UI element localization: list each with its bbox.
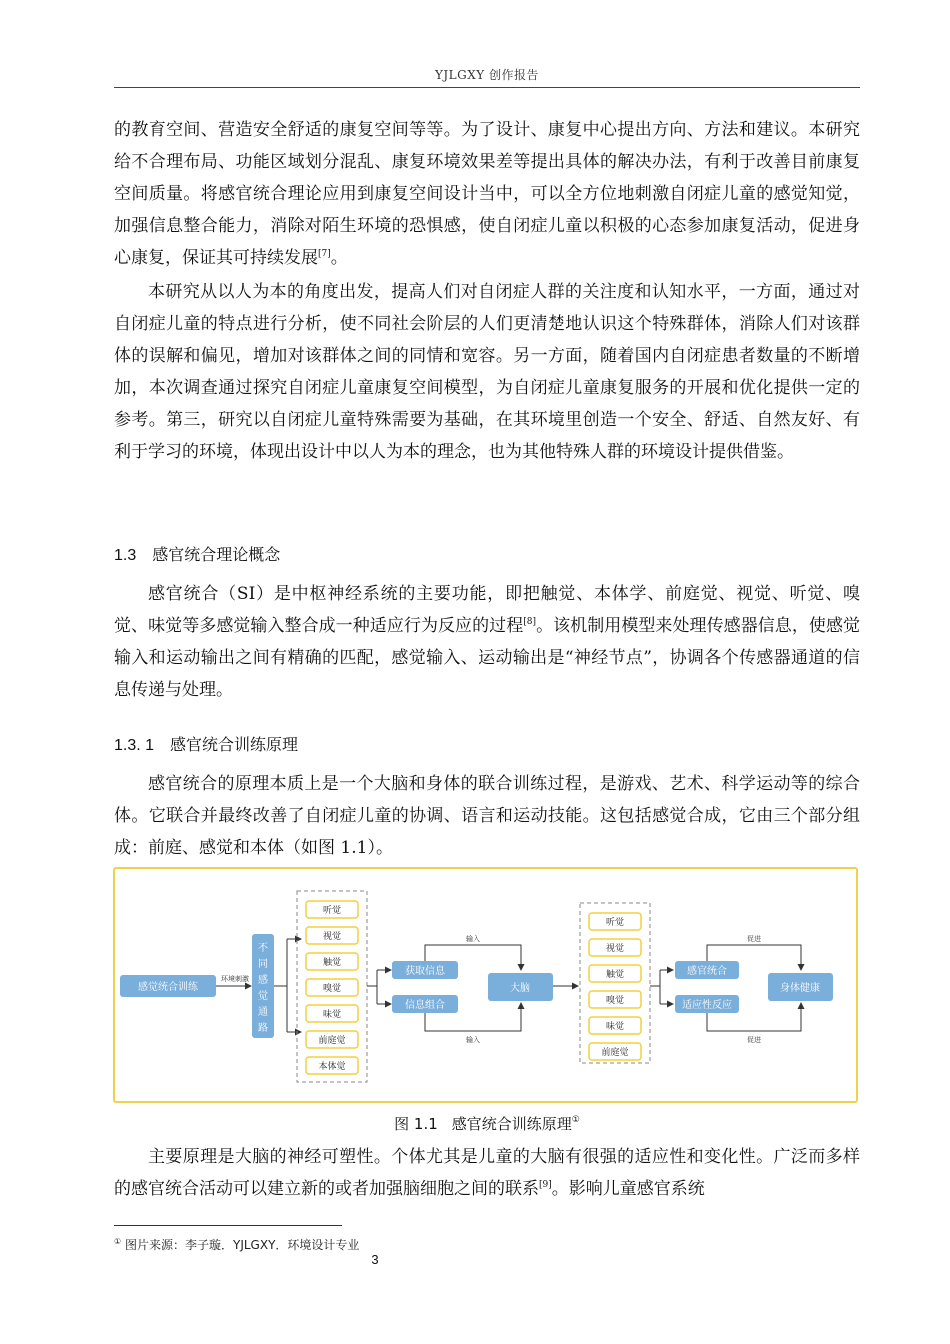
promote-label-bottom: 促进: [747, 1036, 761, 1044]
left-senses-list: [306, 901, 358, 1074]
paragraph-2: 本研究从以人为本的角度出发，提高人们对自闭症人群的关注度和认知水平，一方面，通过对自闭症儿童的特点进行分析，使不同社会阶层的人们更清楚地认识这个特殊群体，消除人们对该群体的误解和偏见，增加对该群体之间的同情和宽容。另一方面，随着国内自闭症患者数量的不断增加，本次调查通过探究自闭症儿童康复空间模型，为自闭症儿童康复服务的开展和优化提供一定的参考。第三，研究以自闭症儿童特殊需要为基础，在其环境里创造一个安全、舒适、自然友好、有利于学习的环境，体现出设计中以人为本的理念，也为其他特殊人群的环境设计提供借鉴。: [114, 282, 860, 462]
right-senses-list: [589, 913, 641, 1060]
section-heading-1-3: [114, 542, 280, 565]
paragraph-3: [114, 578, 860, 706]
section-heading-1-3-1: [114, 732, 298, 755]
sense-label: 听觉: [605, 918, 625, 928]
sense-label: 嗅觉: [322, 984, 342, 994]
footnote-text: 图片来源：李子璇．YJLGXY．环境设计专业: [125, 1238, 360, 1252]
channel-char: 同: [258, 959, 268, 970]
brain-label: 大脑: [510, 983, 530, 994]
channel-char: 感: [258, 975, 268, 986]
figure-1-1: [113, 867, 858, 1103]
integration-label: 感官统合: [687, 966, 727, 977]
running-header: YJLGXY 创作报告: [434, 68, 540, 82]
paragraph-1: [114, 114, 860, 274]
sense-label: 触觉: [605, 970, 625, 980]
caption-footnote-mark: ①: [571, 1115, 580, 1125]
sense-label: 视觉: [322, 932, 342, 942]
input-label-top: 输入: [466, 935, 480, 943]
citation-7: [7]: [318, 249, 331, 259]
input-label-bottom: 输入: [466, 1036, 480, 1044]
health-label: 身体健康: [780, 983, 820, 994]
footnote-rule: [114, 1225, 342, 1226]
caption-text: 感官统合训练原理: [451, 1115, 572, 1133]
channel-char: 路: [258, 1023, 268, 1034]
footnote: [114, 1236, 359, 1253]
figure-caption: [114, 1113, 860, 1134]
subsection-title: 感官统合训练原理: [170, 735, 299, 754]
combine-info-label: 信息组合: [405, 1000, 445, 1011]
paragraph-3-text-a: 感官统合（SI）是中枢神经系统的主要功能，即把触觉、本体学、前庭觉、视觉、听觉、嗅觉、味觉等多感觉输入整合成一种适应行为反应的过程: [114, 584, 860, 636]
stimulus-label: 环境刺激: [221, 975, 249, 983]
sense-label: 本体觉: [318, 1062, 346, 1072]
start-node-label: 感觉统合训练: [138, 982, 198, 993]
paragraph-1-text: 的教育空间、营造安全舒适的康复空间等等。为了设计、康复中心提出方向、方法和建议。本研究给不合理布局、功能区域划分混乱、康复环境效果差等提出具体的解决办法，有利于改善目前康复空间质量。将感官统合理论应用到康复空间设计当中，可以全方位地刺激自闭症儿童的感觉知觉，加强信息整合能力，消除对陌生环境的恐惧感，使自闭症儿童以积极的心态参加康复活动，促进身心康复，保证其可持续发展: [114, 120, 860, 268]
section-title: 感官统合理论概念: [152, 545, 281, 564]
paragraph-1-end: 。: [330, 248, 348, 268]
paragraph-5-text-a: 主要原理是大脑的神经可塑性。个体尤其是儿童的大脑有很强的适应性和变化性。广泛而多样的感官统合活动可以建立新的或者加强脑细胞之间的联系: [114, 1147, 860, 1199]
sense-label: 味觉: [605, 1022, 625, 1032]
paragraph-4: 感官统合的原理本质上是一个大脑和身体的联合训练过程，是游戏、艺术、科学运动等的综合体。它联合并最终改善了自闭症儿童的协调、语言和运动技能。这包括感觉合成，它由三个部分组成：前庭、感觉和本体（如图 1.1）。: [114, 774, 860, 858]
paragraph-5: [114, 1141, 860, 1205]
sensory-integration-diagram: [115, 869, 856, 1101]
promote-label-top: 促进: [747, 935, 761, 943]
section-number: 1.3: [114, 547, 137, 564]
sense-label: 听觉: [322, 906, 342, 916]
sense-label: 前庭觉: [601, 1048, 629, 1058]
channel-char: 不: [258, 943, 268, 954]
paragraph-3-text-b: 。该机制用模型来处理传感器信息，使感觉输入和运动输出之间有精确的匹配，感觉输入、运动输出是“神经节点”，协调各个传感器通道的信息传递与处理。: [114, 616, 861, 700]
sense-label: 嗅觉: [605, 996, 625, 1006]
sense-label: 前庭觉: [318, 1036, 346, 1046]
header-rule: [114, 87, 860, 88]
subsection-number: 1.3. 1: [114, 737, 155, 754]
caption-number: 图 1.1: [394, 1115, 438, 1133]
sense-label: 触觉: [322, 958, 342, 968]
footnote-mark: ①: [114, 1237, 122, 1246]
channel-char: 觉: [258, 991, 268, 1002]
paragraph-5-text-b: 。影响儿童感官系统: [551, 1179, 705, 1199]
sense-label: 味觉: [322, 1010, 342, 1020]
citation-8: [8]: [523, 617, 537, 627]
adaptive-response-label: 适应性反应: [682, 1000, 732, 1011]
citation-9: [9]: [539, 1180, 552, 1190]
acquire-info-label: 获取信息: [405, 966, 445, 977]
page-number: 3: [371, 1252, 379, 1267]
channel-char: 通: [258, 1007, 268, 1018]
sense-label: 视觉: [605, 944, 625, 954]
